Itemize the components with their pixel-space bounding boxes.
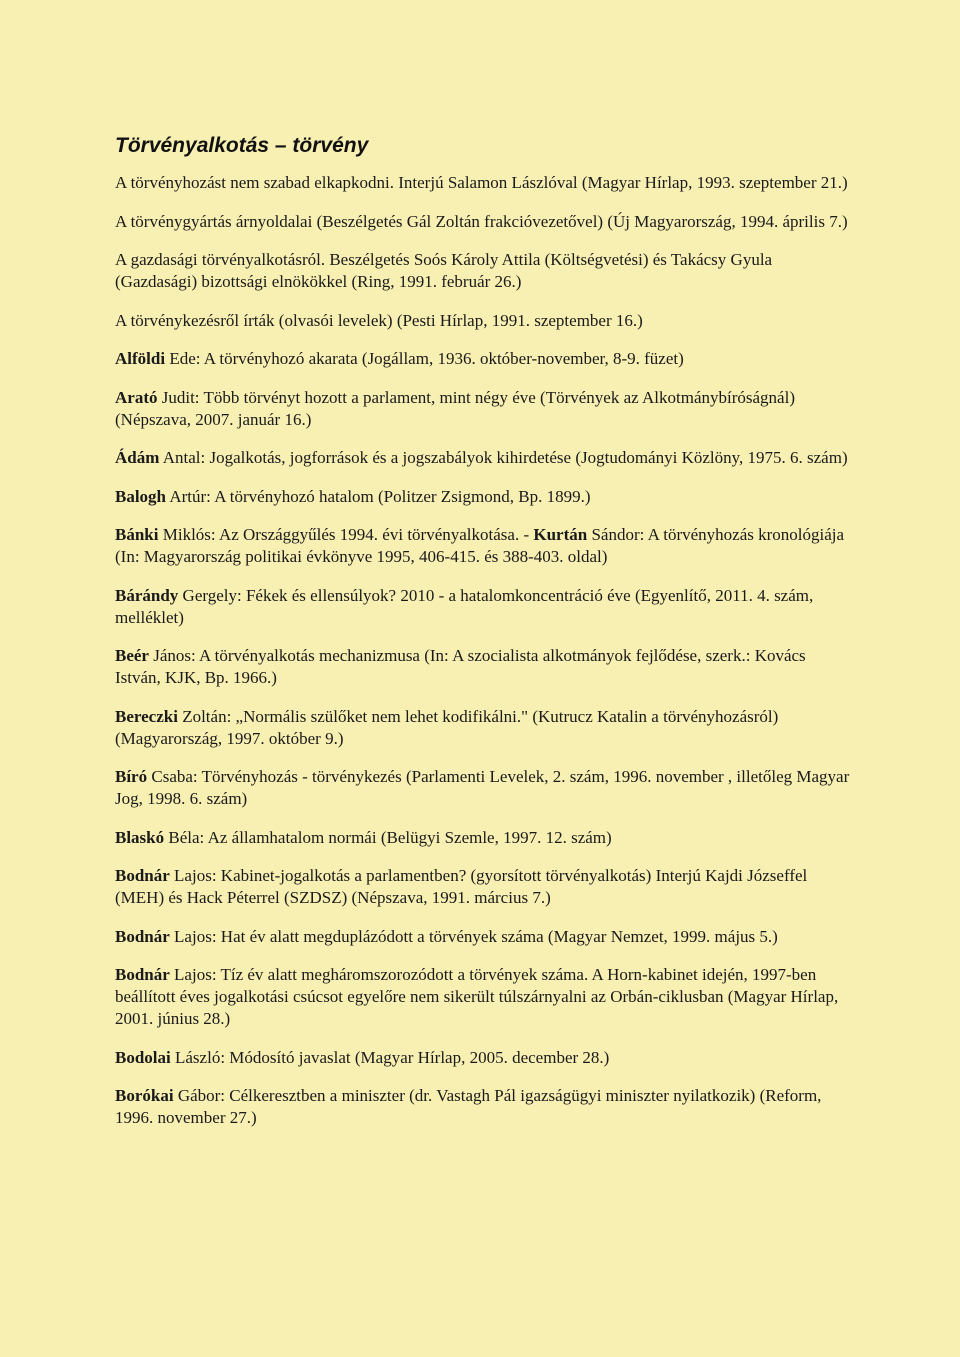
author-surname: Bodolai [115, 1047, 171, 1067]
entry-text: Ede: A törvényhozó akarata (Jogállam, 1936. október-november, 8-9. füzet) [165, 349, 684, 368]
bibliography-entry [115, 706, 855, 750]
entry-text: Gábor: Célkeresztben a miniszter (dr. Vastagh Pál igazságügyi miniszter nyilatkozik) (Reform, 1996. november 27.) [115, 1086, 822, 1127]
bibliography-entry [115, 585, 855, 629]
author-surname: Balogh [115, 486, 167, 506]
bibliography-entry [115, 387, 855, 431]
entry-text: Béla: Az államhatalom normái (Belügyi Szemle, 1997. 12. szám) [164, 827, 612, 847]
author-surname: Blaskó [115, 827, 165, 847]
entry-text: Artúr: A törvényhozó hatalom (Politzer Zsigmond, Bp. 1899.) [166, 486, 591, 506]
bibliography-entry [115, 1085, 855, 1129]
entry-text: A törvénygyártás árnyoldalai (Beszélgetés Gál Zoltán frakcióvezetővel) (Új Magyarország, 1994. április 7.) [115, 211, 848, 231]
author-surname: Bíró [115, 767, 148, 786]
bibliography-entry [115, 486, 855, 508]
bibliography-entry [115, 447, 855, 469]
section-heading: Törvényalkotás – törvény [115, 134, 369, 157]
bibliography-entry [115, 249, 855, 293]
author-surname: Bodnár [115, 926, 170, 946]
author-surname: Alföldi [115, 349, 166, 368]
bibliography-entry [115, 348, 855, 370]
author-surname: Borókai [115, 1086, 174, 1105]
entry-text: Zoltán: „Normális szülőket nem lehet kodifikálni." (Kutrucz Katalin a törvényhozásról) (Magyarország, 1997. október 9.) [115, 706, 779, 748]
entry-text: A törvénykezésről írták (olvasói levelek) (Pesti Hírlap, 1991. szeptember 16.) [115, 310, 643, 330]
author-surname: Ádám [115, 448, 160, 467]
bibliography-entry [115, 310, 855, 332]
entry-text: Antal: Jogalkotás, jogforrások és a jogszabályok kihirdetése (Jogtudományi Közlöny, 1975. 6. szám) [159, 448, 848, 467]
entry-text: János: A törvényalkotás mechanizmusa (In: A szocialista alkotmányok fejlődése, szerk.: Kovács István, KJK, Bp. 1966.) [115, 646, 806, 687]
document-content [115, 130, 855, 1146]
bibliography-entry [115, 766, 855, 810]
author-surname: Bodnár [115, 965, 170, 984]
bibliography-entry [115, 827, 855, 849]
entry-text: Miklós: Az Országgyűlés 1994. évi törvényalkotása. - [158, 525, 534, 544]
bibliography-entry [115, 645, 855, 689]
entry-text: Lajos: Kabinet-jogalkotás a parlamentben? (gyorsított törvényalkotás) Interjú Kajdi Józseffel (MEH) és Hack Péterrel (SZDSZ) (Népszava, 1991. március 7.) [115, 866, 808, 907]
author-surname: Bárándy [115, 585, 179, 605]
author-surname: Beér [115, 646, 149, 665]
author-surname: Kurtán [533, 525, 588, 544]
bibliography-list [115, 172, 855, 1129]
author-surname: Bodnár [115, 866, 170, 885]
bibliography-entry [115, 964, 855, 1030]
bibliography-entry [115, 172, 855, 194]
entry-text: Sándor: A törvényhozás kronológiája (In: Magyarország politikai évkönyve 1995, 406-415. és 388-403. oldal) [115, 525, 845, 566]
bibliography-entry [115, 926, 855, 948]
author-surname: Bánki [115, 525, 159, 544]
entry-text: Lajos: Tíz év alatt megháromszorozódott a törvények száma. A Horn-kabinet idején, 1997-ben beállított éves jogalkotási csúcsot egyelőre nem sikerült túlszárnyalni az Orbán-ciklusban (Magyar Hírlap, 2001. június 28.) [115, 965, 839, 1028]
author-surname: Bereczki [115, 706, 178, 726]
entry-text: Gergely: Fékek és ellensúlyok? 2010 - a hatalomkoncentráció éve (Egyenlítő, 2011. 4. szám, melléklet) [115, 585, 814, 627]
entry-text: Lajos: Hat év alatt megduplázódott a törvények száma (Magyar Nemzet, 1999. május 5.) [169, 926, 778, 946]
bibliography-entry [115, 524, 855, 568]
entry-text: A törvényhozást nem szabad elkapkodni. Interjú Salamon Lászlóval (Magyar Hírlap, 1993. szeptember 21.) [115, 173, 848, 192]
author-surname: Arató [115, 387, 158, 407]
entry-text: A gazdasági törvényalkotásról. Beszélgetés Soós Károly Attila (Költségvetési) és Takácsy Gyula (Gazdasági) bizottsági elnökökkel (Ring, 1991. február 26.) [115, 250, 773, 291]
bibliography-entry [115, 1047, 855, 1069]
entry-text: Judit: Több törvényt hozott a parlament, mint négy éve (Törvények az Alkotmánybíróságnál) (Népszava, 2007. január 16.) [115, 387, 795, 429]
bibliography-entry [115, 865, 855, 909]
entry-text: László: Módosító javaslat (Magyar Hírlap, 2005. december 28.) [170, 1047, 610, 1067]
bibliography-entry [115, 211, 855, 233]
entry-text: Csaba: Törvényhozás - törvénykezés (Parlamenti Levelek, 2. szám, 1996. november , illetőleg Magyar Jog, 1998. 6. szám) [115, 767, 850, 808]
